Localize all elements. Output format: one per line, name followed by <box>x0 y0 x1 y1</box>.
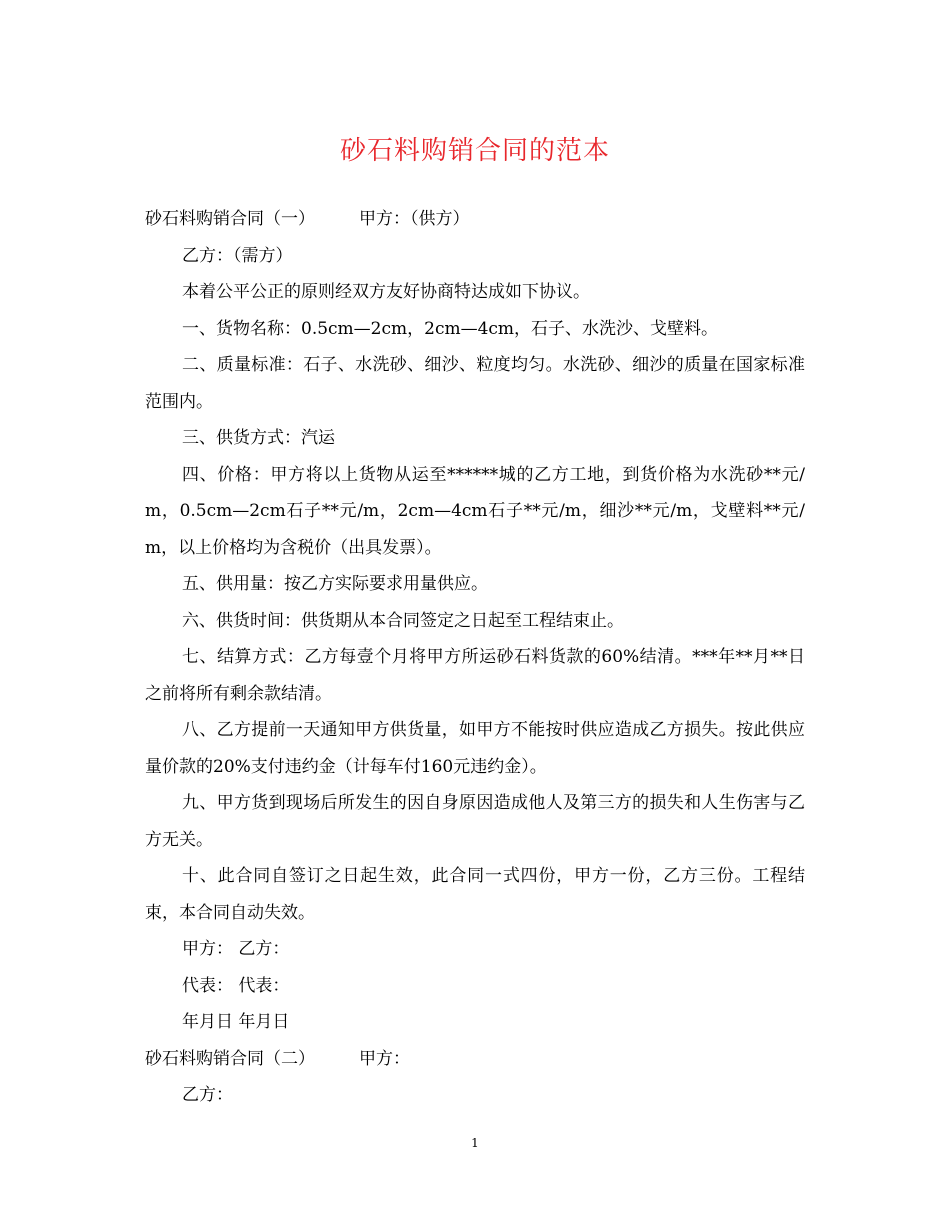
contract2-party-a: 甲方： <box>359 1048 410 1069</box>
page-number: 1 <box>471 1136 479 1150</box>
signature-dates: 年月日 年月日 <box>182 1012 290 1032</box>
clause-6: 六、供货时间：供货期从本合同签定之日起至工程结束止。 <box>182 610 624 631</box>
signature-parties: 甲方： 乙方： <box>182 939 290 959</box>
clause-1: 一、货物名称：0.5cm—2cm，2cm—4cm，石子、水洗沙、戈壁料。 <box>182 318 719 339</box>
clause-8: 八、乙方提前一天通知甲方供货量，如甲方不能按时供应造成乙方损失。按此供应量价款的20%支付违约金（计每车付160元违约金）。 <box>145 720 805 777</box>
clause-2: 二、质量标准：石子、水洗砂、细沙、粒度均匀。水洗砂、细沙的质量在国家标准范围内。 <box>145 355 805 412</box>
clause-3: 三、供货方式：汽运 <box>182 428 335 448</box>
contract2-heading: 砂石料购销合同（二） <box>145 1048 315 1069</box>
clause-9: 九、甲方货到现场后所发生的因自身原因造成他人及第三方的损失和人生伤害与乙方无关。 <box>145 793 805 850</box>
contract1-heading-line <box>145 201 805 238</box>
document-body <box>145 201 805 1114</box>
contract2-party-b: 乙方： <box>182 1085 233 1105</box>
clause-5: 五、供用量：按乙方实际要求用量供应。 <box>182 574 488 594</box>
clause-7: 七、结算方式：乙方每壹个月将甲方所运砂石料货款的60%结清。***年**月**日之前将所有剩余款结清。 <box>145 647 805 704</box>
contract1-intro: 本着公平公正的原则经双方友好协商特达成如下协议。 <box>182 282 590 302</box>
signature-representatives: 代表： 代表： <box>182 975 290 996</box>
contract1-party-a: 甲方：（供方） <box>359 209 470 229</box>
document-title: 砂石料购销合同的范本 <box>339 136 610 166</box>
clause-4: 四、价格：甲方将以上货物从运至******城的乙方工地，到货价格为水洗砂**元/m，0.5cm—2cm石子**元/m，2cm—4cm石子**元/m，细沙**元/m，戈壁料**元/m，以上价格均为含税价（出具发票）。 <box>145 464 805 558</box>
clause-10: 十、此合同自签订之日起生效，此合同一式四份，甲方一份，乙方三份。工程结束，本合同自动失效。 <box>145 866 805 923</box>
contract2-heading-line <box>145 1041 805 1078</box>
contract1-heading: 砂石料购销合同（一） <box>145 209 315 229</box>
contract1-party-b: 乙方：（需方） <box>182 245 293 266</box>
